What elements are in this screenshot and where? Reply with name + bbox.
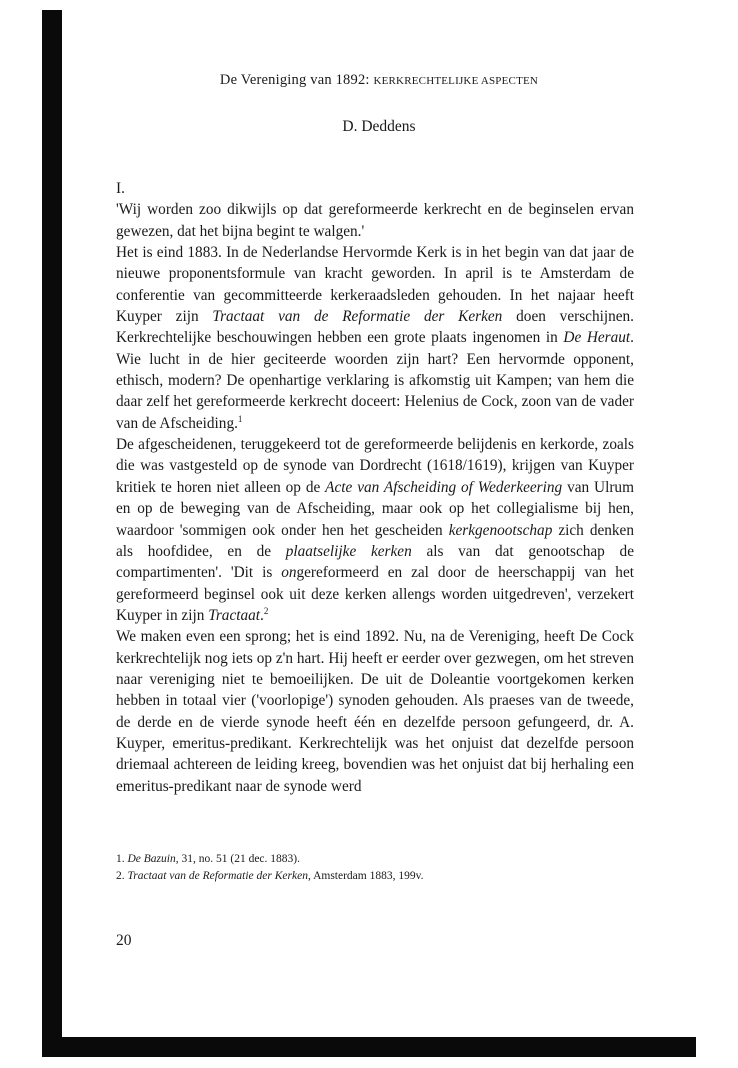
author-name: D. Deddens (342, 118, 416, 135)
footnotes (116, 851, 636, 885)
paragraph-1892: We maken even een sprong; het is eind 1892. Nu, na de Vereniging, heeft De Cock kerkrechtelijk nog iets op z'n hart. Hij heeft er eerder over gezwegen, om het streven naar vereniging niet te bemoeilijken. De uit de Doleantie voortgekomen kerken hebben in totaal vier ('voorlopige') synoden gehouden. Als praeses van de tweede, de derde en de vierde synode heeft één en dezelfde persoon gefungeerd, dr. A. Kuyper, emeritus-predikant. Kerkrechtelijk was het onjuist dat dezelfde persoon driemaal achtereen de leiding kreeg, bovendien was het onjuist dat bij herhaling een emeritus-predikant naar de synode werd (116, 628, 634, 795)
footnote-2: 2. Tractaat van de Reformatie der Kerken, Amsterdam 1883, 199v. (116, 870, 424, 882)
footnote-ref-1: 1 (237, 413, 243, 424)
scan-edge-left (42, 10, 62, 1050)
running-header (62, 72, 696, 89)
page-number: 20 (116, 932, 132, 949)
paragraph-1883: Het is eind 1883. In de Nederlandse Hervormde Kerk is in het begin van dat jaar de nieuwe proponentsformule van kracht geworden. In april is te Amsterdam de conferentie van gecommitteerde kerkeraadsleden gehouden. In het najaar heeft Kuyper zijn Tractaat van de Reformatie der Kerken doen verschijnen. Kerkrechtelijke beschouwingen hebben een grote plaats ingenomen in De Heraut. Wie lucht in de hier geciteerde woorden zijn hart? Een hervormde opponent, ethisch, modern? De openhartige verklaring is afkomstig uit Kampen; van hem die daar zelf het gereformeerde kerkrecht doceert: Helenius de Cock, zoon van de vader van de Afscheiding.$^1$ (116, 244, 635, 432)
paragraph-quote: 'Wij worden zoo dikwijls op dat gereformeerde kerkrecht en de beginselen ervan gewezen, dat het bijna begint te walgen.' (116, 201, 634, 240)
header-title-subtitle: KERKRECHTELIJKE ASPECTEN (373, 75, 539, 87)
section-number: I. (116, 180, 125, 197)
header-title-main: De Vereniging van 1892: (219, 72, 374, 88)
paragraph-afgescheidenen: De afgescheidenen, teruggekeerd tot de gereformeerde belijdenis en kerkorde, zoals die was vastgesteld op de synode van Dordrecht (1618/1619), krijgen van Kuyper kritiek te horen niet alleen op de Acte van Afscheiding of Wederkeering van Ulrum en op de beweging van de Afscheiding, maar ook op het collegialisme bij hen, waardoor 'sommigen ook onder hen het gescheiden kerkgenootschap zich denken als hoofdidee, en de plaatselijke kerken als van dat genootschap de compartimenten'. 'Dit is ongereformeerd en zal door de heerschappij van het gereformeerd beginsel ook uit deze kerken allengs worden uitgedreven', verzekert Kuyper in zijn Tractaat.$^2$ (116, 436, 634, 624)
footnote-ref-2: 2 (263, 605, 269, 616)
footnote-1: 1. De Bazuin, 31, no. 51 (21 dec. 1883). (116, 853, 300, 865)
body-text (116, 178, 634, 797)
scan-edge-bottom (42, 1037, 696, 1057)
